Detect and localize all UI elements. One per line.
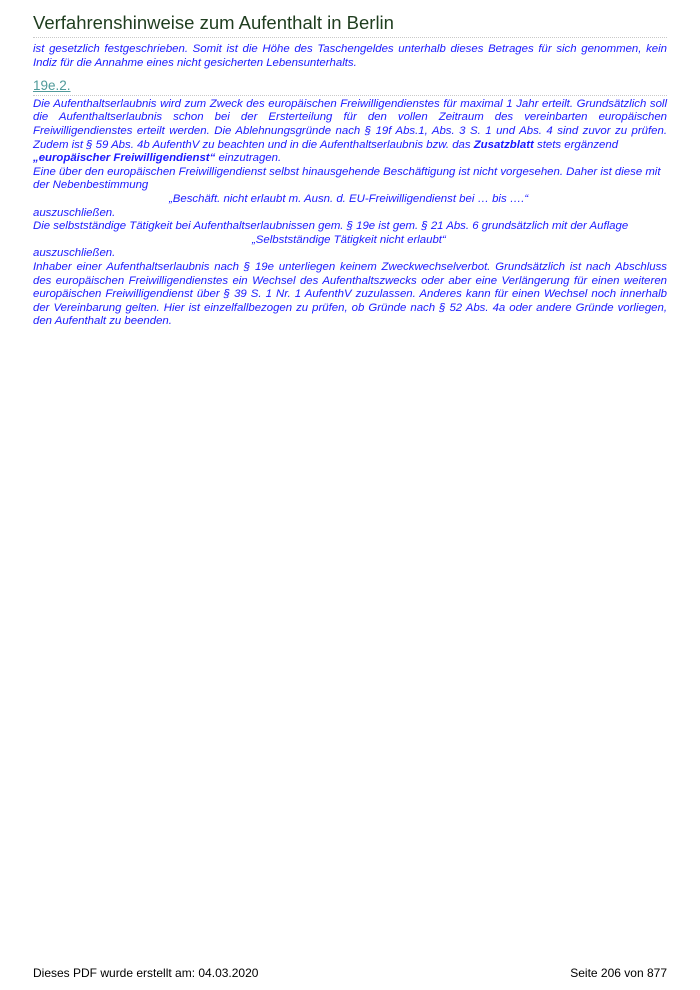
creation-date: Dieses PDF wurde erstellt am: 04.03.2020 [33, 966, 259, 980]
paragraph-exclude-1: auszuschließen. [33, 206, 116, 219]
page-footer [33, 966, 667, 980]
paragraph-duration-text-2: stets ergänzend [533, 138, 619, 151]
paragraph-duration [33, 98, 667, 166]
intro-paragraph: ist gesetzlich festgeschrieben. Somit ist die Höhe des Taschengeldes unterhalb dieses Betrages für sich genommen, kein Indiz für die Annahme eines nicht gesicherten Lebensunterhalts. [33, 43, 667, 69]
paragraph-purpose-change: Inhaber einer Aufenthaltserlaubnis nach § 19e unterliegen keinem Zweckwechselverbot. Grundsätzlich ist nach Abschluss des europäischen Freiwilligendienstes ein Wechsel des Aufenthaltszwecks oder aber eine Verlängerung für einen weiteren europäischen Freiwilligendienst über § 39 S. 1 Nr. 1 AufenthV zuzulassen. Anderes kann für einen Wechsel noch innerhalb der Vereinbarung gelten. Hier ist einzelfallbezogen zu prüfen, ob Gründe nach § 52 Abs. 4a oder andere Gründe vorliegen, den Aufenthalt zu beenden. [33, 260, 667, 328]
paragraph-duration-text: Die Aufenthaltserlaubnis wird zum Zweck des europäischen Freiwilligendienstes für maximal 1 Jahr erteilt. Grundsätzlich soll die Aufenthaltserlaubnis schon bei der Ersterteilung für den vollen Zeitraum des vereinbarten europäischen Freiwilligendienstes erteilt werden. Die Ablehnungsgründe nach § 19f Abs.1, Abs. 3 S. 1 und Abs. 4 sind zuvor zu prüfen. Zudem ist § 59 Abs. 4b AufenthV zu beachten und in die Aufenthaltserlaubnis bzw. das [33, 97, 667, 151]
section-heading-link[interactable]: 19e.2. [33, 79, 667, 96]
paragraph-duration-text-3: einzutragen. [215, 152, 282, 165]
condition-quote-self-employment: „Selbstständige Tätigkeit nicht erlaubt“ [252, 233, 446, 246]
page-title: Verfahrenshinweise zum Aufenthalt in Berlin [33, 12, 667, 38]
page-number: Seite 206 von 877 [570, 966, 667, 980]
document-body [33, 43, 667, 329]
paragraph-self-employment: Die selbstständige Tätigkeit bei Aufenthaltserlaubnissen gem. § 19e ist gem. § 21 Abs. 6 grundsätzlich mit der Auflage [33, 220, 629, 233]
freiwilligendienst-term: „europäischer Freiwilligendienst“ [33, 152, 216, 165]
paragraph-employment: Eine über den europäischen Freiwilligendienst selbst hinausgehende Beschäftigung ist nicht vorgesehen. Daher ist diese mit der Nebenbestimmung [33, 165, 661, 192]
paragraph-exclude-2: auszuschließen. [33, 247, 116, 260]
condition-quote-employment: „Beschäft. nicht erlaubt m. Ausn. d. EU-Freiwilligendienst bei … bis ….“ [169, 192, 529, 205]
zusatzblatt-term: Zusatzblatt [473, 138, 534, 151]
